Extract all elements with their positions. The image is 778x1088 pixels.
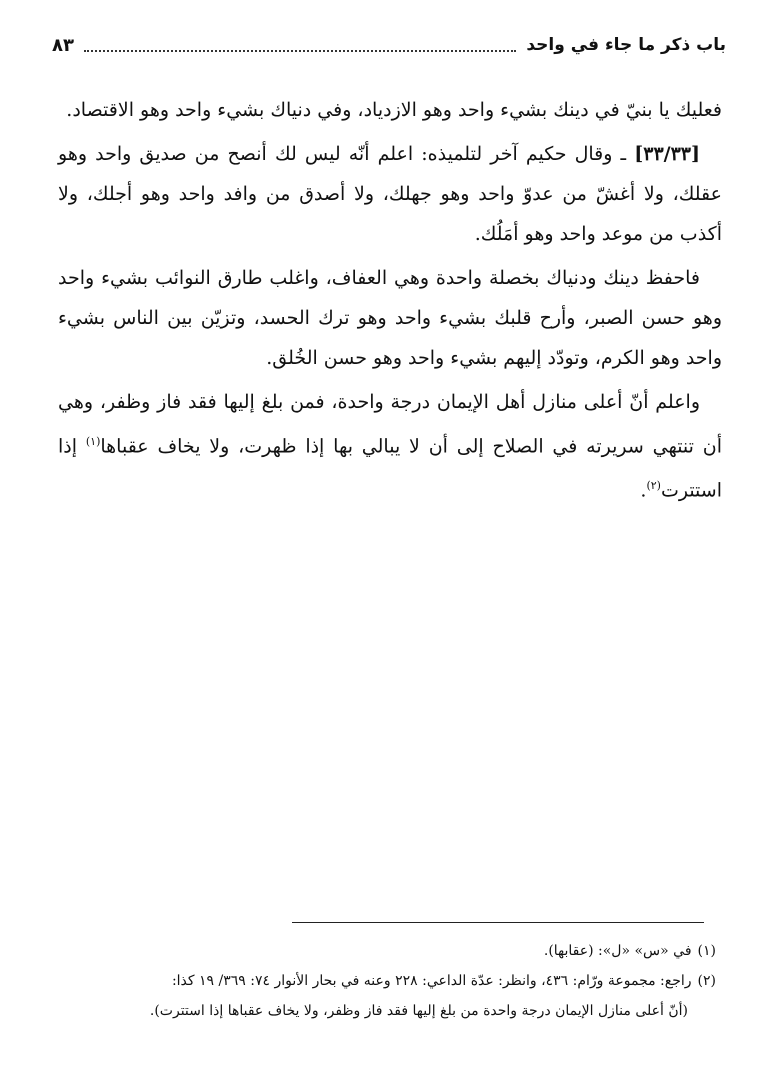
footnote-2 [50,966,716,996]
footnote-2-continuation [50,996,716,1026]
hadith-reference: [٣٣/٣٣] [634,143,700,165]
footnote-marker-1[interactable]: (١) [85,435,101,448]
footnote-2-text: راجع: مجموعة ورّام: ٤٣٦، وانظر: عدّة الداعي: ٢٢٨ وعنه في بحار الأنوار ٧٤: ٣٦٩/ ١٩ كذا: [171,973,692,989]
footnote-separator [292,922,704,923]
footnote-1-text: في «س» «ل»: (عقابها). [543,943,692,959]
footnote-2-number: (٢) [697,973,716,989]
paragraph-4-text-after: . [640,479,647,502]
main-text [58,90,722,515]
page-number: ٨٣ [52,34,74,56]
paragraph-4-text-before: واعلم أنّ أعلى منازل أهل الإيمان درجة واحدة، فمن بلغ إليها فقد فاز وظفر، وهي أن تنتهي سريرته في الصلاح إلى أن لا يبالي بها إذا ظهرت، ولا يخاف عقباها [58,391,723,458]
running-header [52,30,726,60]
footnote-marker-2[interactable]: (٢) [646,479,661,493]
footnote-2-quote: (أنّ أعلى منازل الإيمان درجة واحدة من بلغ إليها فقد فاز وظفر، ولا يخاف عقباها إذا استترت). [149,1003,688,1019]
paragraph-4-text-middle: إذا استترت [58,435,722,502]
paragraph-2-text: ـ وقال حكيم آخر لتلميذه: اعلم أنّه ليس لك أنصح من صديق واحد وهو عقلك، ولا أغشّ من عدوّ واحد وهو جهلك، ولا أصدق من وافد واحد وهو أجلك، ولا أكذب من موعد واحد وهو أمَلُك. [58,143,722,245]
footnote-1-number: (١) [697,943,716,959]
paragraph-3 [58,258,722,378]
dotted-leader [84,38,516,52]
paragraph-1-text: فعليك يا بنيّ في دينك بشيء واحد وهو الازدياد، وفي دنياك بشيء واحد وهو الاقتصاد. [66,99,722,121]
footnote-1 [50,936,716,966]
paragraph-3-text: فاحفظ دينك ودنياك بخصلة واحدة وهي العفاف، واغلب طارق النوائب بشيء واحد وهو حسن الصبر، وأرح قلبك بشيء واحد وهو ترك الحسد، وتزيّن بين الناس بشيء واحد وهو الكرم، وتودّد إليهم بشيء واحد وهو حسن الخُلق. [58,267,722,369]
footnotes [50,936,716,1026]
paragraph-1 [58,90,722,130]
running-title: باب ذكر ما جاء في واحد [526,35,726,55]
paragraph-2 [58,134,722,254]
paragraph-4 [58,382,722,511]
